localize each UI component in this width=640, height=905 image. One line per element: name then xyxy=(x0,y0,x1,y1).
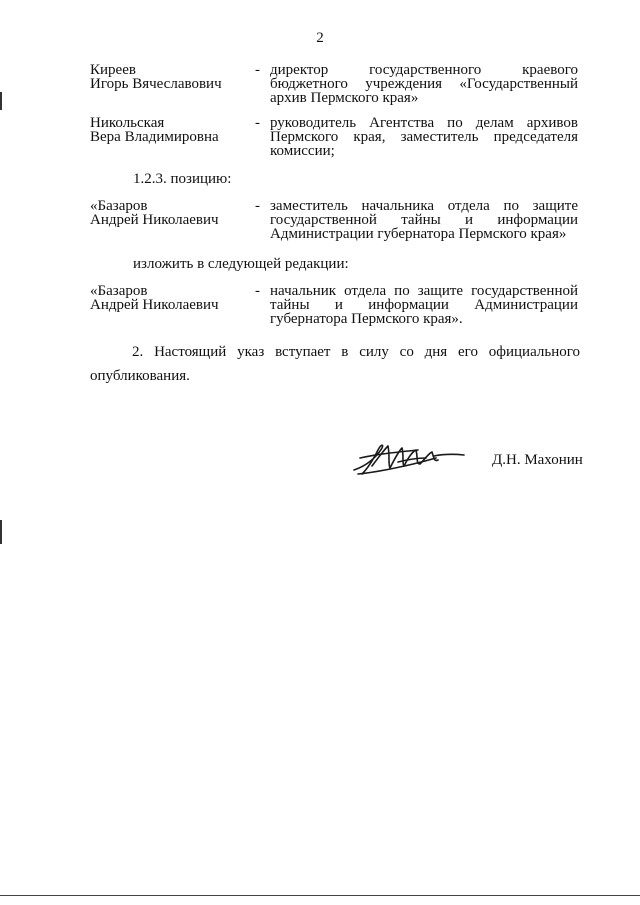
member-surname: Киреев xyxy=(90,62,136,78)
scan-edge-mark xyxy=(0,92,2,110)
member-given-name: Игорь Вячеславович xyxy=(90,76,222,92)
new-wording-label: изложить в следующей редакции: xyxy=(133,256,349,272)
entry-dash: - xyxy=(255,283,260,299)
member-role: заместитель начальника отдела по защите государственной тайны и информации Администрации губернатора Пермского края» xyxy=(270,198,578,242)
member-role: директор государственного краевого бюджетного учреждения «Государственный архив Пермского края» xyxy=(270,62,578,106)
handwritten-signature xyxy=(348,436,468,480)
member-given-name: Вера Владимировна xyxy=(90,129,219,145)
member-given-name: Андрей Николаевич xyxy=(90,212,219,228)
member-surname: «Базаров xyxy=(90,198,148,214)
page-number: 2 xyxy=(316,30,324,46)
member-surname: «Базаров xyxy=(90,283,148,299)
entry-dash: - xyxy=(255,115,260,131)
member-role: начальник отдела по защите государственной тайны и информации Администрации губернатора Пермского края». xyxy=(270,283,578,327)
member-name xyxy=(90,63,250,91)
member-name xyxy=(90,116,250,144)
position-clause-label: 1.2.3. позицию: xyxy=(133,171,232,187)
entry-dash: - xyxy=(255,198,260,214)
entry-dash: - xyxy=(255,62,260,78)
signer-name: Д.Н. Махонин xyxy=(492,452,583,468)
effective-date-paragraph: 2. Настоящий указ вступает в силу со дня его официального опубликования. xyxy=(90,344,580,384)
member-given-name: Андрей Николаевич xyxy=(90,297,219,313)
member-role: руководитель Агентства по делам архивов Пермского края, заместитель председателя комиссии; xyxy=(270,115,578,159)
scan-bottom-edge xyxy=(0,895,640,896)
scan-edge-mark xyxy=(0,520,2,544)
member-name xyxy=(90,284,250,312)
member-name xyxy=(90,199,250,227)
member-surname: Никольская xyxy=(90,115,165,131)
